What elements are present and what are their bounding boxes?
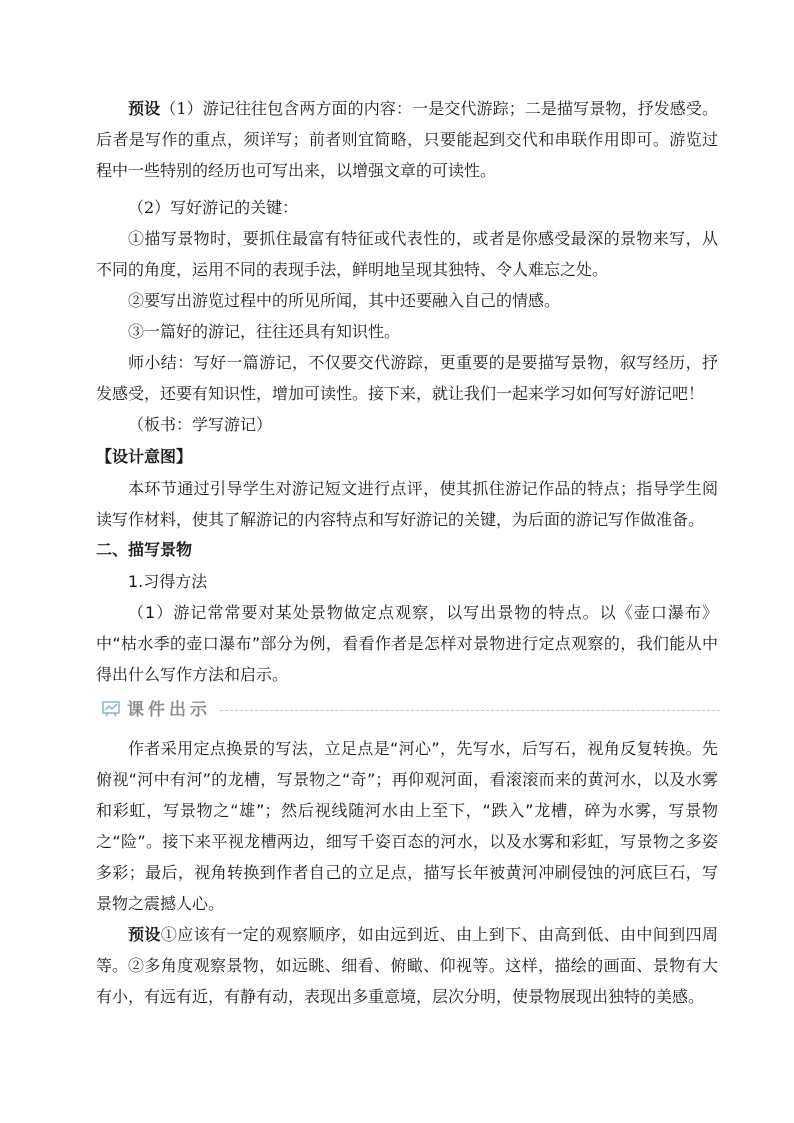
blackboard-note: （板书：学写游记） [128,415,273,434]
method-paragraph: （1）游记常常要对某处景物做定点观察，以写出景物的特点。以《壶口瀑布》中“枯水季的壶口瀑布”部分为例，看看作者是怎样对景物进行定点观察的，我们能从中得出什么写作方法和启示。 [96,603,718,684]
design-intent-text: 本环节通过引导学生对游记短文进行点评，使其抓住游记作品的特点；指导学生阅读写作材料，使其了解游记的内容特点和写好游记的关键，为后面的游记写作做准备。 [96,479,718,529]
key-point-2: ②要写出游览过程中的所见所闻，其中还要融入自己的情感。 [128,291,561,310]
courseware-title: 课件出示 [127,700,211,720]
courseware-divider [220,710,720,711]
design-intent-heading: 【设计意图】 [96,447,193,466]
key-points-heading: （2）写好游记的关键： [128,198,299,217]
preset-label: 预设 [128,99,161,118]
courseware-icon [102,701,120,717]
preset-label-2: 预设 [128,925,161,944]
teacher-summary: 师小结：写好一篇游记，不仅要交代游踪，更重要的是要描写景物，叙写经历，抒发感受，还要有知识性，增加可读性。接下来，就让我们一起来学习如何写好游记吧！ [96,353,718,403]
courseware-paragraph: 作者采用定点换景的写法，立足点是“河心”，先写水，后写石，视角反复转换。先俯视“河中有河”的龙槽，写景物之“奇”；再仰观河面，看滚滚而来的黄河水，以及水雾和彩虹，写景物之“雄”；然后视线随河水由上至下，“跌入”龙槽，碎为水雾，写景物之“险”。接下来平视龙槽两边，细写千姿百态的河水，以及水雾和彩虹，写景物之多姿多彩；最后，视角转换到作者自己的立足点，描写长年被黄河冲刷侵蚀的河底巨石，写景物之震撼人心。 [96,739,718,913]
preset-paragraph-1 [96,93,718,186]
multi-angle-paragraph: ②多角度观察景物，如远眺、细看、俯瞰、仰视等。这样，描绘的画面、景物有大有小，有远有近，有静有动，表现出多重意境，层次分明，使景物展现出独特的美感。 [96,956,718,1006]
section-heading-describe-scenery: 二、描写景物 [96,540,193,559]
subsection-heading-method: 1.习得方法 [128,572,208,591]
key-point-1: ①描写景物时，要抓住最富有特征或代表性的，或者是你感受最深的景物来写，从不同的角度，运用不同的表现手法，鲜明地呈现其独特、令人难忘之处。 [96,229,718,279]
key-point-3: ③一篇好的游记，往往还具有知识性。 [128,322,401,341]
preset-text: （1）游记往往包含两方面的内容：一是交代游踪；二是描写景物，抒发感受。后者是写作的重点，须详写；前者则宜简略，只要能起到交代和串联作用即可。游览过程中一些特别的经历也可写出来，以增强文章的可读性。 [96,99,718,180]
courseware-banner [100,697,720,723]
preset-text-2: ①应该有一定的观察顺序，如由远到近、由上到下、由高到低、由中间到四周等。 [96,925,718,975]
